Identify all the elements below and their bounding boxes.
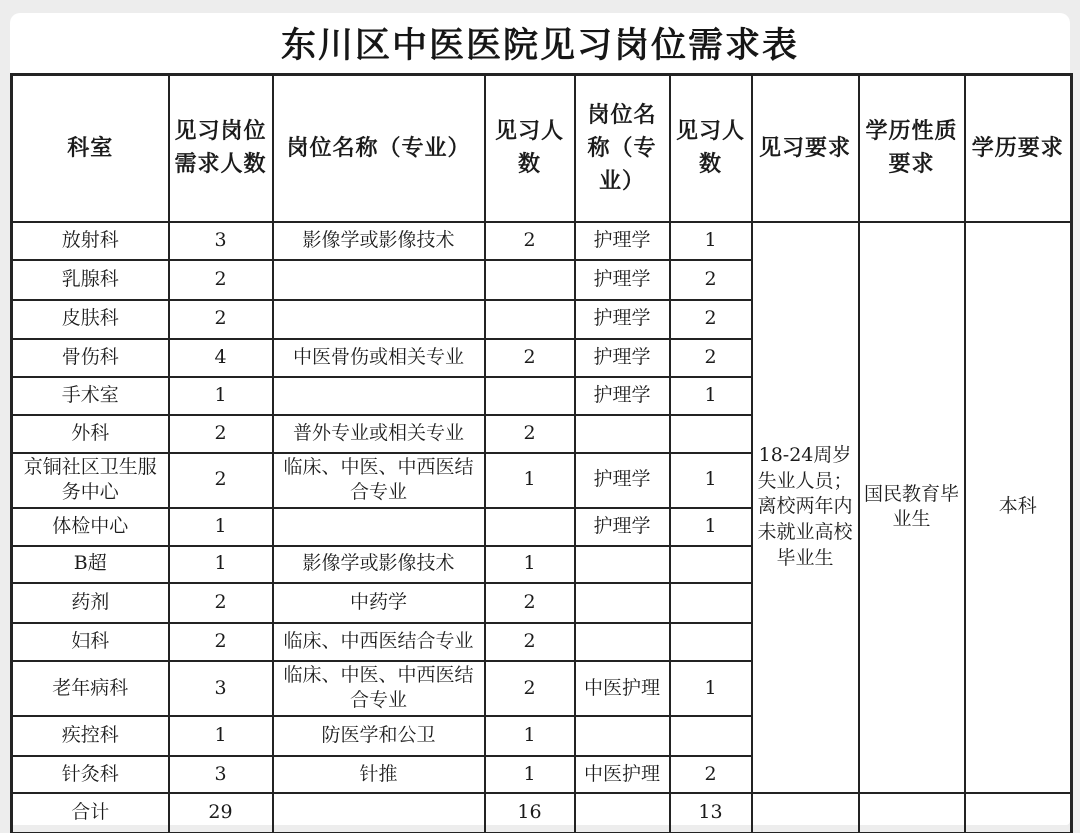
cell-total-intern-count-1: 16	[485, 793, 575, 833]
cell-intern-count-2	[670, 716, 752, 756]
cell-need-count: 1	[169, 716, 273, 756]
cell-intern-count-1: 2	[485, 623, 575, 661]
cell-need-count: 2	[169, 453, 273, 508]
cell-intern-count-1: 1	[485, 716, 575, 756]
cell-department: 体检中心	[12, 508, 169, 546]
header-education-nature: 学历性质要求	[859, 75, 965, 222]
header-major-1: 岗位名称（专业）	[273, 75, 485, 222]
cell-department: 骨伤科	[12, 339, 169, 377]
cell-total-major-1	[273, 793, 485, 833]
cell-major-2: 护理学	[575, 377, 670, 415]
cell-need-count: 4	[169, 339, 273, 377]
cell-department: 针灸科	[12, 756, 169, 793]
cell-major-1: 防医学和公卫	[273, 716, 485, 756]
cell-need-count: 2	[169, 415, 273, 453]
cell-major-2	[575, 546, 670, 583]
cell-major-2: 护理学	[575, 453, 670, 508]
cell-major-2: 护理学	[575, 300, 670, 339]
cell-total-education-nature	[859, 793, 965, 833]
cell-major-2: 中医护理	[575, 756, 670, 793]
cell-intern-count-1	[485, 260, 575, 300]
header-row	[12, 75, 1072, 222]
cell-intern-count-1: 1	[485, 453, 575, 508]
cell-intern-count-2: 1	[670, 222, 752, 260]
cell-intern-count-1: 2	[485, 415, 575, 453]
cell-total-need: 29	[169, 793, 273, 833]
cell-department: 老年病科	[12, 661, 169, 716]
header-requirement: 见习要求	[752, 75, 859, 222]
cell-intern-count-2: 2	[670, 300, 752, 339]
cell-total-intern-count-2: 13	[670, 793, 752, 833]
cell-major-1: 临床、中医、中西医结合专业	[273, 661, 485, 716]
cell-major-2	[575, 716, 670, 756]
cell-major-2: 护理学	[575, 339, 670, 377]
cell-intern-count-1: 2	[485, 222, 575, 260]
cell-intern-count-1: 2	[485, 339, 575, 377]
cell-major-1: 临床、中西医结合专业	[273, 623, 485, 661]
cell-total-major-2	[575, 793, 670, 833]
header-education-level: 学历要求	[965, 75, 1072, 222]
header-need-count: 见习岗位需求人数	[169, 75, 273, 222]
cell-department: 皮肤科	[12, 300, 169, 339]
header-major-2: 岗位名称（专业）	[575, 75, 670, 222]
cell-intern-count-2: 1	[670, 508, 752, 546]
cell-intern-count-1	[485, 377, 575, 415]
cell-need-count: 3	[169, 222, 273, 260]
cell-major-2: 护理学	[575, 508, 670, 546]
cell-requirement: 18-24周岁失业人员；离校两年内未就业高校毕业生	[752, 222, 859, 794]
cell-major-1: 临床、中医、中西医结合专业	[273, 453, 485, 508]
cell-intern-count-2	[670, 583, 752, 623]
cell-intern-count-1: 1	[485, 756, 575, 793]
cell-need-count: 2	[169, 583, 273, 623]
cell-need-count: 1	[169, 377, 273, 415]
cell-intern-count-2	[670, 415, 752, 453]
cell-need-count: 1	[169, 508, 273, 546]
cell-department: B超	[12, 546, 169, 583]
cell-intern-count-1: 2	[485, 661, 575, 716]
cell-total-label: 合计	[12, 793, 169, 833]
cell-major-2: 护理学	[575, 260, 670, 300]
cell-department: 京铜社区卫生服务中心	[12, 453, 169, 508]
cell-intern-count-1	[485, 508, 575, 546]
cell-need-count: 2	[169, 260, 273, 300]
cell-education-nature: 国民教育毕业生	[859, 222, 965, 794]
cell-department: 放射科	[12, 222, 169, 260]
page-title: 东川区中医医院见习岗位需求表	[280, 25, 799, 66]
cell-department: 妇科	[12, 623, 169, 661]
table-row	[12, 222, 1072, 260]
cell-intern-count-2: 2	[670, 339, 752, 377]
header-intern-count-2: 见习人数	[670, 75, 752, 222]
cell-intern-count-1: 1	[485, 546, 575, 583]
cell-need-count: 3	[169, 756, 273, 793]
cell-total-requirement	[752, 793, 859, 833]
cell-major-1	[273, 508, 485, 546]
cell-major-1: 影像学或影像技术	[273, 222, 485, 260]
cell-major-1	[273, 300, 485, 339]
cell-department: 外科	[12, 415, 169, 453]
cell-major-1: 普外专业或相关专业	[273, 415, 485, 453]
header-intern-count-1: 见习人数	[485, 75, 575, 222]
internship-demand-table	[10, 73, 1073, 833]
cell-major-1	[273, 377, 485, 415]
cell-need-count: 2	[169, 623, 273, 661]
cell-major-1: 影像学或影像技术	[273, 546, 485, 583]
cell-intern-count-2: 1	[670, 661, 752, 716]
cell-department: 药剂	[12, 583, 169, 623]
total-row	[12, 793, 1072, 833]
cell-intern-count-1: 2	[485, 583, 575, 623]
cell-major-1	[273, 260, 485, 300]
cell-major-2: 中医护理	[575, 661, 670, 716]
cell-intern-count-2	[670, 546, 752, 583]
document-card	[10, 13, 1070, 825]
cell-intern-count-2	[670, 623, 752, 661]
cell-major-1: 针推	[273, 756, 485, 793]
cell-department: 疾控科	[12, 716, 169, 756]
header-department: 科室	[12, 75, 169, 222]
cell-intern-count-2: 2	[670, 756, 752, 793]
cell-major-1: 中医骨伤或相关专业	[273, 339, 485, 377]
cell-intern-count-1	[485, 300, 575, 339]
cell-intern-count-2: 1	[670, 453, 752, 508]
cell-total-education-level	[965, 793, 1072, 833]
cell-need-count: 1	[169, 546, 273, 583]
cell-major-2: 护理学	[575, 222, 670, 260]
cell-major-2	[575, 623, 670, 661]
cell-need-count: 3	[169, 661, 273, 716]
cell-major-2	[575, 583, 670, 623]
cell-education-level: 本科	[965, 222, 1072, 794]
cell-intern-count-2: 1	[670, 377, 752, 415]
cell-department: 乳腺科	[12, 260, 169, 300]
cell-intern-count-2: 2	[670, 260, 752, 300]
cell-major-1: 中药学	[273, 583, 485, 623]
cell-need-count: 2	[169, 300, 273, 339]
cell-major-2	[575, 415, 670, 453]
cell-department: 手术室	[12, 377, 169, 415]
